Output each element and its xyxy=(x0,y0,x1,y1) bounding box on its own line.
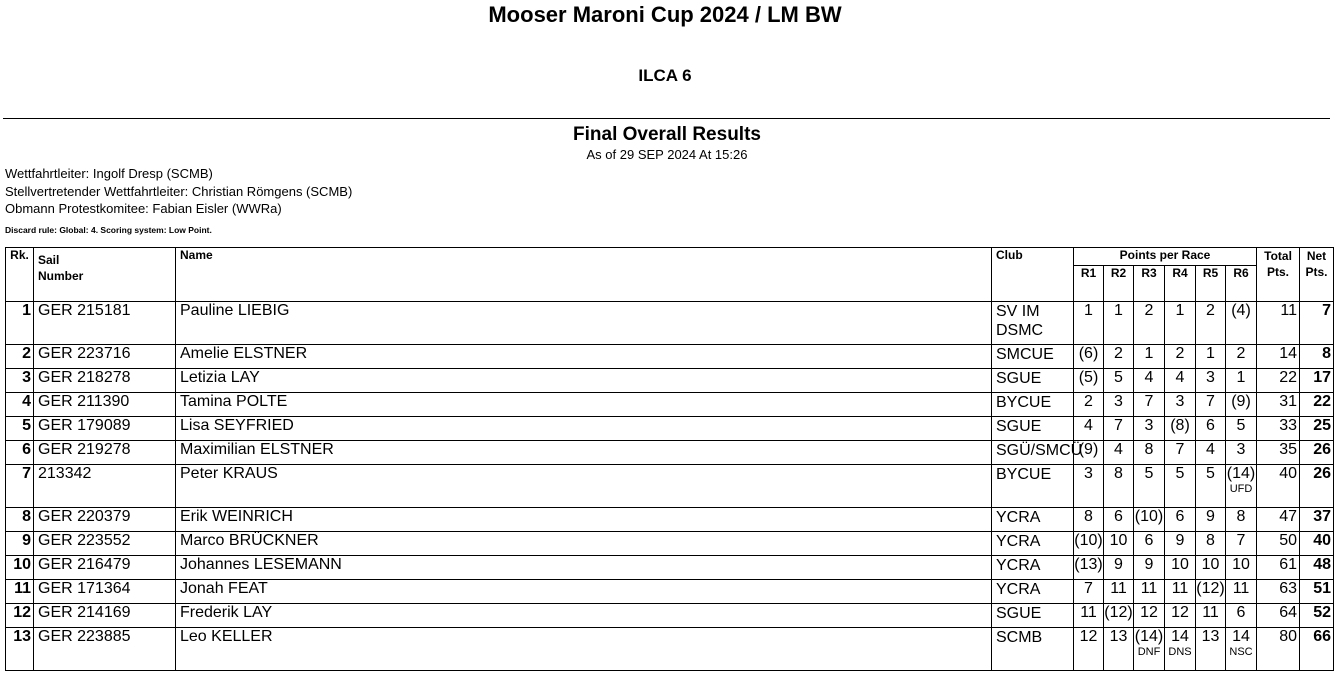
race-score: 14 xyxy=(1171,628,1189,645)
table-row xyxy=(6,556,1334,580)
race-score: 1 xyxy=(1236,369,1246,386)
sailor-name-cell: Tamina POLTE xyxy=(176,393,992,417)
race-header-r4: R4 xyxy=(1165,266,1196,302)
race-score-cell xyxy=(1104,508,1134,532)
race-score: (5) xyxy=(1078,369,1099,386)
race-score: 4 xyxy=(1144,369,1154,386)
race-score-cell xyxy=(1134,393,1165,417)
race-score-cell xyxy=(1226,441,1257,465)
sailor-name-cell: Maximilian ELSTNER xyxy=(176,441,992,465)
race-header-r5: R5 xyxy=(1196,266,1226,302)
rank-cell: 8 xyxy=(6,508,34,532)
penalty-code: UFD xyxy=(1229,483,1253,495)
race-score: 7 xyxy=(1084,580,1093,597)
race-score-cell xyxy=(1104,580,1134,604)
rank-cell: 1 xyxy=(6,302,34,345)
race-header-r3: R3 xyxy=(1134,266,1165,302)
penalty-code: NSC xyxy=(1229,646,1253,658)
table-row xyxy=(6,369,1334,393)
race-score-cell xyxy=(1165,417,1196,441)
race-score: 11 xyxy=(1140,580,1158,597)
total-points-cell: 64 xyxy=(1257,604,1300,628)
race-score-cell xyxy=(1196,604,1226,628)
table-row xyxy=(6,580,1334,604)
rank-cell: 2 xyxy=(6,345,34,369)
race-score-cell xyxy=(1074,628,1104,671)
race-score: 10 xyxy=(1171,556,1189,573)
race-score-cell xyxy=(1226,628,1257,671)
net-points-cell: 37 xyxy=(1300,508,1334,532)
race-score: 11 xyxy=(1232,580,1250,597)
race-score-cell xyxy=(1226,369,1257,393)
race-score: 5 xyxy=(1144,465,1154,482)
club-cell: SMCUE xyxy=(992,345,1074,369)
club-cell: YCRA xyxy=(992,580,1074,604)
race-score: 10 xyxy=(1109,532,1128,549)
table-row xyxy=(6,628,1334,671)
race-score: 6 xyxy=(1114,508,1123,525)
race-score-cell xyxy=(1226,580,1257,604)
sail-number-cell: GER 214169 xyxy=(34,604,176,628)
rank-cell: 7 xyxy=(6,465,34,508)
results-title: Final Overall Results xyxy=(573,124,761,145)
race-score: 2 xyxy=(1175,345,1185,362)
net-points-cell: 52 xyxy=(1300,604,1334,628)
race-score-cell xyxy=(1165,580,1196,604)
table-row xyxy=(6,417,1334,441)
race-score: (4) xyxy=(1231,302,1251,319)
table-row xyxy=(6,604,1334,628)
rank-cell: 12 xyxy=(6,604,34,628)
sailor-name-cell: Peter KRAUS xyxy=(176,465,992,508)
race-score-cell xyxy=(1165,508,1196,532)
total-points-header: Total Pts. xyxy=(1257,248,1300,302)
race-score-cell xyxy=(1104,628,1134,671)
club-cell: SGUE xyxy=(992,369,1074,393)
race-header-r2: R2 xyxy=(1104,266,1134,302)
race-score-cell xyxy=(1074,556,1104,580)
race-score: 11 xyxy=(1080,604,1097,621)
race-score: 5 xyxy=(1236,417,1246,434)
table-row xyxy=(6,345,1334,369)
official-line: Wettfahrtleiter: Ingolf Dresp (SCMB) xyxy=(5,166,213,181)
race-score-cell xyxy=(1134,604,1165,628)
race-score: 9 xyxy=(1206,508,1215,525)
race-score-cell xyxy=(1165,604,1196,628)
race-score: (9) xyxy=(1078,441,1099,458)
race-score-cell xyxy=(1165,556,1196,580)
total-points-cell: 11 xyxy=(1257,302,1300,345)
net-points-cell: 40 xyxy=(1300,532,1334,556)
race-score-cell xyxy=(1134,369,1165,393)
penalty-code: DNF xyxy=(1137,646,1161,658)
race-score: 3 xyxy=(1175,393,1185,410)
race-score: (10) xyxy=(1134,508,1164,525)
table-row xyxy=(6,393,1334,417)
sail-number-cell: GER 223716 xyxy=(34,345,176,369)
race-score: 8 xyxy=(1084,508,1093,525)
race-score: 9 xyxy=(1175,532,1185,549)
discard-rule: Discard rule: Global: 4. Scoring system: Low Point. xyxy=(5,225,212,235)
event-title: Mooser Maroni Cup 2024 / LM BW xyxy=(488,2,842,27)
race-score: (10) xyxy=(1074,532,1103,549)
race-score: 8 xyxy=(1144,441,1154,458)
race-score-cell xyxy=(1104,441,1134,465)
race-score: 12 xyxy=(1171,604,1189,621)
total-points-cell: 35 xyxy=(1257,441,1300,465)
sail-number-cell: GER 179089 xyxy=(34,417,176,441)
rank-cell: 6 xyxy=(6,441,34,465)
rank-cell: 5 xyxy=(6,417,34,441)
race-score-cell xyxy=(1226,508,1257,532)
race-score: 10 xyxy=(1232,556,1250,573)
race-score: 7 xyxy=(1236,532,1246,549)
race-score: 2 xyxy=(1236,345,1246,362)
race-score: (14) xyxy=(1134,628,1164,645)
race-score: 5 xyxy=(1114,369,1123,386)
race-score: 4 xyxy=(1206,441,1215,458)
points-per-race-header: Points per Race xyxy=(1074,248,1257,266)
race-score-cell xyxy=(1134,345,1165,369)
race-score-cell xyxy=(1226,302,1257,345)
race-score-cell xyxy=(1165,302,1196,345)
total-points-cell: 14 xyxy=(1257,345,1300,369)
race-header-r1: R1 xyxy=(1074,266,1104,302)
name-header: Name xyxy=(176,248,992,302)
race-score: 8 xyxy=(1114,465,1123,482)
race-score-cell xyxy=(1074,345,1104,369)
sail-number-cell: GER 219278 xyxy=(34,441,176,465)
sailor-name-cell: Lisa SEYFRIED xyxy=(176,417,992,441)
race-score: 7 xyxy=(1206,393,1215,410)
net-points-cell: 26 xyxy=(1300,465,1334,508)
race-score-cell xyxy=(1134,441,1165,465)
race-score-cell xyxy=(1196,628,1226,671)
net-points-cell: 22 xyxy=(1300,393,1334,417)
race-score-cell xyxy=(1196,465,1226,508)
race-score-cell xyxy=(1074,302,1104,345)
table-row xyxy=(6,441,1334,465)
rank-cell: 4 xyxy=(6,393,34,417)
race-score: 1 xyxy=(1206,345,1215,362)
net-points-header: Net Pts. xyxy=(1300,248,1334,302)
net-points-cell: 51 xyxy=(1300,580,1334,604)
penalty-code: DNS xyxy=(1168,646,1192,658)
rank-cell: 3 xyxy=(6,369,34,393)
race-score: 2 xyxy=(1206,302,1215,319)
club-cell: SV IM DSMC xyxy=(992,302,1074,345)
race-score-cell xyxy=(1226,465,1257,508)
race-score-cell xyxy=(1104,604,1134,628)
race-score: 2 xyxy=(1084,393,1093,410)
sail-number-cell: GER 218278 xyxy=(34,369,176,393)
club-cell: YCRA xyxy=(992,508,1074,532)
sailor-name-cell: Letizia LAY xyxy=(176,369,992,393)
header-divider xyxy=(3,118,1330,119)
sailor-name-cell: Leo KELLER xyxy=(176,628,992,671)
net-points-cell: 66 xyxy=(1300,628,1334,671)
race-score-cell xyxy=(1196,417,1226,441)
race-score: 14 xyxy=(1232,628,1250,645)
race-officials xyxy=(5,165,352,218)
race-score-cell xyxy=(1104,465,1134,508)
race-score-cell xyxy=(1196,393,1226,417)
race-score: 8 xyxy=(1206,532,1215,549)
race-score: 7 xyxy=(1114,417,1123,434)
results-body xyxy=(6,302,1334,671)
as-of-timestamp: As of 29 SEP 2024 At 15:26 xyxy=(586,147,748,162)
race-score-cell xyxy=(1165,369,1196,393)
sailor-name-cell: Pauline LIEBIG xyxy=(176,302,992,345)
race-score-cell xyxy=(1196,556,1226,580)
race-score: 1 xyxy=(1175,302,1185,319)
race-score-cell xyxy=(1104,417,1134,441)
race-score-cell xyxy=(1104,345,1134,369)
total-points-cell: 47 xyxy=(1257,508,1300,532)
race-score: 11 xyxy=(1202,604,1219,621)
race-score-cell xyxy=(1134,417,1165,441)
race-score: 6 xyxy=(1144,532,1154,549)
race-score-cell xyxy=(1226,532,1257,556)
race-score: 8 xyxy=(1236,508,1246,525)
race-header-r6: R6 xyxy=(1226,266,1257,302)
club-cell: SCMB xyxy=(992,628,1074,671)
race-score: 9 xyxy=(1114,556,1123,573)
club-cell: YCRA xyxy=(992,556,1074,580)
sail-number-cell: GER 216479 xyxy=(34,556,176,580)
race-score: 6 xyxy=(1206,417,1215,434)
race-score-cell xyxy=(1196,369,1226,393)
race-score-cell xyxy=(1104,556,1134,580)
rank-cell: 11 xyxy=(6,580,34,604)
net-points-cell: 48 xyxy=(1300,556,1334,580)
table-row xyxy=(6,465,1334,508)
race-score: 9 xyxy=(1144,556,1154,573)
sailor-name-cell: Jonah FEAT xyxy=(176,580,992,604)
race-score-cell xyxy=(1226,556,1257,580)
official-line: Obmann Protestkomitee: Fabian Eisler (WWRa) xyxy=(5,201,282,216)
results-table xyxy=(5,247,1334,671)
race-score: 4 xyxy=(1084,417,1093,434)
table-row xyxy=(6,508,1334,532)
table-row xyxy=(6,302,1334,345)
race-score: (6) xyxy=(1078,345,1099,362)
club-cell: SGÜ/SMCÜ xyxy=(992,441,1074,465)
race-score-cell xyxy=(1104,393,1134,417)
sail-number-cell: GER 215181 xyxy=(34,302,176,345)
rank-cell: 9 xyxy=(6,532,34,556)
race-score: (12) xyxy=(1196,580,1225,597)
official-line: Stellvertretender Wettfahrtleiter: Christian Römgens (SCMB) xyxy=(5,183,353,199)
race-score-cell xyxy=(1134,580,1165,604)
race-score: (13) xyxy=(1074,556,1103,573)
race-score-cell xyxy=(1165,465,1196,508)
race-score: (12) xyxy=(1104,604,1133,621)
race-score: 12 xyxy=(1079,628,1098,645)
race-score-cell xyxy=(1196,532,1226,556)
race-score: 2 xyxy=(1114,345,1123,362)
race-score: 13 xyxy=(1201,628,1220,645)
race-score-cell xyxy=(1165,393,1196,417)
race-score-cell xyxy=(1196,441,1226,465)
race-score-cell xyxy=(1196,345,1226,369)
sailor-name-cell: Marco BRÜCKNER xyxy=(176,532,992,556)
race-score-cell xyxy=(1196,302,1226,345)
race-score-cell xyxy=(1074,369,1104,393)
race-score-cell xyxy=(1074,441,1104,465)
sail-number-cell: GER 171364 xyxy=(34,580,176,604)
race-score-cell xyxy=(1134,628,1165,671)
race-score: 3 xyxy=(1206,369,1215,386)
race-score: 10 xyxy=(1201,556,1220,573)
race-score: 4 xyxy=(1175,369,1185,386)
race-score-cell xyxy=(1196,580,1226,604)
total-points-cell: 33 xyxy=(1257,417,1300,441)
race-score: 2 xyxy=(1144,302,1154,319)
sail-number-cell: GER 223552 xyxy=(34,532,176,556)
total-points-cell: 61 xyxy=(1257,556,1300,580)
race-score: 13 xyxy=(1109,628,1128,645)
race-score-cell xyxy=(1165,441,1196,465)
race-score-cell xyxy=(1104,369,1134,393)
race-score-cell xyxy=(1074,580,1104,604)
race-score: 12 xyxy=(1140,604,1158,621)
class-name: ILCA 6 xyxy=(638,66,692,85)
net-points-cell: 7 xyxy=(1300,302,1334,345)
race-score-cell xyxy=(1074,604,1104,628)
race-score: 7 xyxy=(1175,441,1185,458)
rank-cell: 10 xyxy=(6,556,34,580)
race-score: 5 xyxy=(1206,465,1215,482)
race-score-cell xyxy=(1226,417,1257,441)
club-cell: BYCUE xyxy=(992,393,1074,417)
sailor-name-cell: Erik WEINRICH xyxy=(176,508,992,532)
race-score: 1 xyxy=(1144,345,1154,362)
sail-number-header: Sail Number xyxy=(34,248,176,302)
race-score: 3 xyxy=(1114,393,1123,410)
race-score-cell xyxy=(1165,628,1196,671)
club-cell: YCRA xyxy=(992,532,1074,556)
race-score: 11 xyxy=(1171,580,1189,597)
net-points-cell: 8 xyxy=(1300,345,1334,369)
race-score-cell xyxy=(1226,393,1257,417)
race-score-cell xyxy=(1074,393,1104,417)
sailor-name-cell: Frederik LAY xyxy=(176,604,992,628)
race-score: (8) xyxy=(1170,417,1190,434)
net-points-cell: 26 xyxy=(1300,441,1334,465)
rank-cell: 13 xyxy=(6,628,34,671)
race-score: 11 xyxy=(1110,580,1127,597)
race-score: 3 xyxy=(1236,441,1246,458)
race-score-cell xyxy=(1226,604,1257,628)
club-header: Club xyxy=(992,248,1074,302)
race-score: (9) xyxy=(1231,393,1251,410)
race-score-cell xyxy=(1074,532,1104,556)
total-points-cell: 50 xyxy=(1257,532,1300,556)
race-score: 3 xyxy=(1144,417,1154,434)
race-score: 1 xyxy=(1114,302,1123,319)
club-cell: SGUE xyxy=(992,417,1074,441)
race-score-cell xyxy=(1134,508,1165,532)
total-points-cell: 63 xyxy=(1257,580,1300,604)
net-points-cell: 25 xyxy=(1300,417,1334,441)
total-points-cell: 22 xyxy=(1257,369,1300,393)
race-score: 3 xyxy=(1084,465,1093,482)
race-score-cell xyxy=(1134,556,1165,580)
race-score: 6 xyxy=(1236,604,1246,621)
race-score-cell xyxy=(1074,508,1104,532)
rank-header: Rk. xyxy=(6,248,34,302)
race-score-cell xyxy=(1165,345,1196,369)
race-score-cell xyxy=(1134,302,1165,345)
race-score-cell xyxy=(1134,532,1165,556)
total-points-cell: 80 xyxy=(1257,628,1300,671)
race-score-cell xyxy=(1196,508,1226,532)
race-score-cell xyxy=(1074,417,1104,441)
sail-number-cell: GER 211390 xyxy=(34,393,176,417)
race-score-cell xyxy=(1134,465,1165,508)
race-score: 5 xyxy=(1175,465,1185,482)
race-score: 1 xyxy=(1084,302,1093,319)
race-score-cell xyxy=(1104,532,1134,556)
club-cell: BYCUE xyxy=(992,465,1074,508)
sail-number-cell: GER 220379 xyxy=(34,508,176,532)
race-score: 4 xyxy=(1114,441,1123,458)
sail-number-cell: 213342 xyxy=(34,465,176,508)
total-points-cell: 40 xyxy=(1257,465,1300,508)
table-row xyxy=(6,532,1334,556)
sailor-name-cell: Amelie ELSTNER xyxy=(176,345,992,369)
race-score: 7 xyxy=(1144,393,1154,410)
race-score-cell xyxy=(1165,532,1196,556)
sail-number-cell: GER 223885 xyxy=(34,628,176,671)
race-score-cell xyxy=(1104,302,1134,345)
club-cell: SGUE xyxy=(992,604,1074,628)
race-score: (14) xyxy=(1226,465,1256,482)
race-score-cell xyxy=(1074,465,1104,508)
race-score: 6 xyxy=(1175,508,1185,525)
sailor-name-cell: Johannes LESEMANN xyxy=(176,556,992,580)
total-points-cell: 31 xyxy=(1257,393,1300,417)
net-points-cell: 17 xyxy=(1300,369,1334,393)
race-score-cell xyxy=(1226,345,1257,369)
